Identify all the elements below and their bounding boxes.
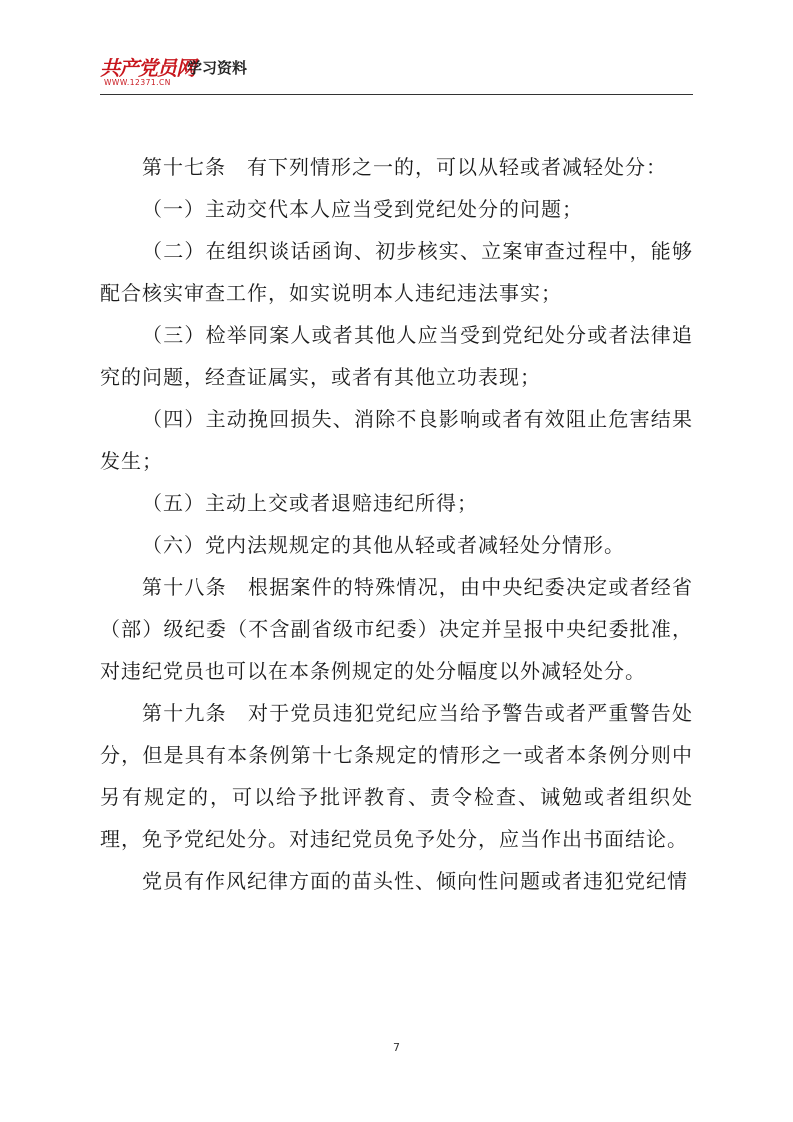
- logo-text: 共产党员网: [100, 56, 195, 80]
- document-body: [100, 146, 693, 902]
- header-title: 学习资料: [187, 59, 248, 77]
- paragraph-article-18: 第十八条 根据案件的特殊情况，由中央纪委决定或者经省（部）级纪委（不含副省级市纪委）决定并呈报中央纪委批准，对违纪党员也可以在本条例规定的处分幅度以外减轻处分。: [100, 575, 693, 683]
- paragraph-item-2: （二）在组织谈话函询、初步核实、立案审查过程中，能够配合核实审查工作，如实说明本人违纪违法事实；: [100, 239, 693, 305]
- page-number: 7: [393, 1041, 400, 1054]
- paragraph-continuation: 党员有作风纪律方面的苗头性、倾向性问题或者违犯党纪情: [142, 869, 688, 893]
- paragraph-item-1: （一）主动交代本人应当受到党纪处分的问题；: [142, 197, 583, 221]
- header-divider: [100, 94, 693, 95]
- paragraph-item-5: （五）主动上交或者退赔违纪所得；: [142, 491, 478, 515]
- paragraph-article-19: 第十九条 对于党员违犯党纪应当给予警告或者严重警告处分，但是具有本条例第十七条规定的情形之一或者本条例分则中另有规定的，可以给予批评教育、责令检查、诫勉或者组织处理，免予党纪处分。对违纪党员免予处分，应当作出书面结论。: [100, 701, 693, 851]
- paragraph-item-3: （三）检举同案人或者其他人应当受到党纪处分或者法律追究的问题，经查证属实，或者有其他立功表现；: [100, 323, 693, 389]
- paragraph-article-17: 第十七条 有下列情形之一的，可以从轻或者减轻处分：: [142, 155, 667, 179]
- paragraph-item-6: （六）党内法规规定的其他从轻或者减轻处分情形。: [142, 533, 625, 557]
- paragraph-item-4: （四）主动挽回损失、消除不良影响或者有效阻止危害结果发生；: [100, 407, 693, 473]
- page-header: [100, 50, 693, 94]
- logo-url: WWW.12371.CN: [104, 78, 171, 87]
